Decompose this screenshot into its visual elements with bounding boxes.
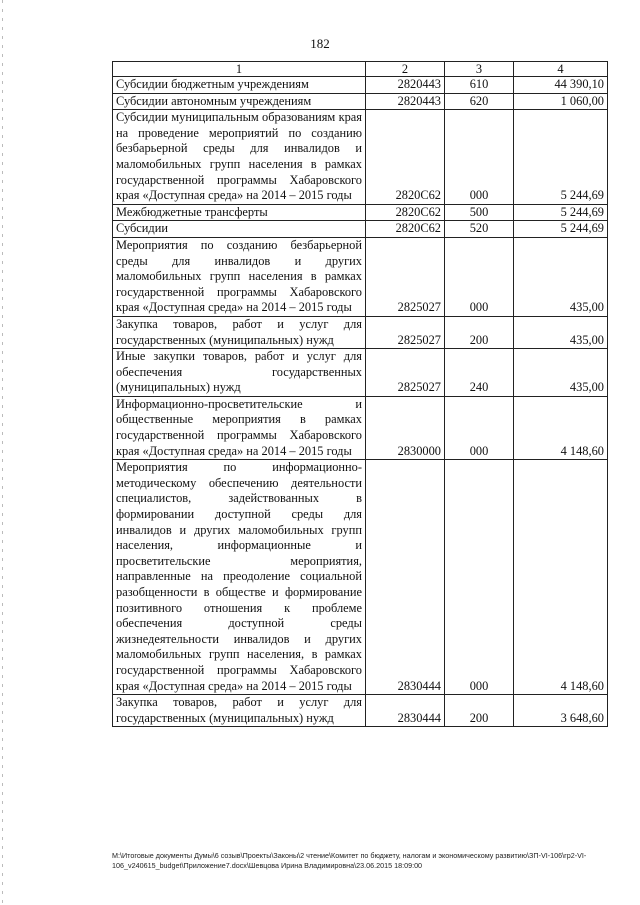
row-amount: 5 244,69	[514, 221, 608, 238]
row-type: 620	[445, 93, 514, 110]
table-row	[113, 695, 608, 727]
row-name: Субсидии муниципальным образованиям края на проведение мероприятий по созданию безбарьерной среды для инвалидов и маломобильных групп населения в рамках государственной программы Хабаровского края «Доступная среда» на 2014 – 2015 годы	[113, 110, 366, 205]
row-name: Мероприятия по информационно-методическому обеспечению деятельности специалистов, задействованных в формировании доступной среды для инвалидов и других маломобильных групп населения, информационные и просветительские мероприятия, направленные на преодоление социальной разобщенности в обществе и формирование позитивного отношения к проблеме обеспечения доступной среды жизнедеятельности инвалидов и других маломобильных групп населения, в рамках государственной программы Хабаровского края «Доступная среда» на 2014 – 2015 годы	[113, 460, 366, 695]
row-type: 000	[445, 460, 514, 695]
row-name: Иные закупки товаров, работ и услуг для обеспечения государственных (муниципальных) нужд	[113, 349, 366, 397]
row-name: Информационно-просветительские и общественные мероприятия в рамках государственной программы Хабаровского края «Доступная среда» на 2014 – 2015 годы	[113, 396, 366, 459]
footer-path-line-2: 106_v240615_budget\Приложение7.docx\Шевцова Ирина Владимировна\23.06.2015 18:09:00	[112, 861, 423, 870]
row-type: 000	[445, 396, 514, 459]
table-header-row	[113, 62, 608, 77]
table-row	[113, 110, 608, 205]
document-footer-path	[112, 851, 612, 871]
table-row	[113, 396, 608, 459]
row-name: Межбюджетные трансферты	[113, 204, 366, 221]
row-code: 2820С62	[366, 110, 445, 205]
table-row	[113, 349, 608, 397]
table-row	[113, 204, 608, 221]
row-code: 2825027	[366, 316, 445, 348]
table-row	[113, 237, 608, 316]
row-amount: 3 648,60	[514, 695, 608, 727]
row-type: 500	[445, 204, 514, 221]
row-amount: 1 060,00	[514, 93, 608, 110]
row-amount: 435,00	[514, 316, 608, 348]
row-type: 610	[445, 77, 514, 94]
row-code: 2820С62	[366, 221, 445, 238]
table-row	[113, 221, 608, 238]
row-amount: 4 148,60	[514, 460, 608, 695]
row-code: 2820443	[366, 77, 445, 94]
table-row	[113, 77, 608, 94]
row-code: 2820443	[366, 93, 445, 110]
row-type: 520	[445, 221, 514, 238]
row-amount: 5 244,69	[514, 204, 608, 221]
row-name: Субсидии бюджетным учреждениям	[113, 77, 366, 94]
row-type: 000	[445, 237, 514, 316]
row-amount: 435,00	[514, 349, 608, 397]
row-name: Субсидии автономным учреждениям	[113, 93, 366, 110]
header-amount-column: 4	[514, 62, 608, 77]
row-code: 2830444	[366, 695, 445, 727]
row-code: 2820С62	[366, 204, 445, 221]
header-name-column: 1	[113, 62, 366, 77]
row-amount: 5 244,69	[514, 110, 608, 205]
table-row	[113, 316, 608, 348]
row-amount: 4 148,60	[514, 396, 608, 459]
table-row	[113, 93, 608, 110]
row-code: 2825027	[366, 349, 445, 397]
row-code: 2830000	[366, 396, 445, 459]
row-name: Субсидии	[113, 221, 366, 238]
row-type: 000	[445, 110, 514, 205]
budget-table	[112, 61, 608, 727]
row-name: Мероприятия по созданию безбарьерной среды для инвалидов и других маломобильных групп населения в рамках государственной программы Хабаровского края «Доступная среда» на 2014 – 2015 годы	[113, 237, 366, 316]
row-name: Закупка товаров, работ и услуг для государственных (муниципальных) нужд	[113, 695, 366, 727]
row-name: Закупка товаров, работ и услуг для государственных (муниципальных) нужд	[113, 316, 366, 348]
header-code-column: 2	[366, 62, 445, 77]
row-code: 2830444	[366, 460, 445, 695]
page-number: 182	[310, 36, 330, 51]
scan-edge-mark	[2, 0, 3, 905]
header-type-column: 3	[445, 62, 514, 77]
row-amount: 44 390,10	[514, 77, 608, 94]
table-row	[113, 460, 608, 695]
row-type: 200	[445, 695, 514, 727]
row-amount: 435,00	[514, 237, 608, 316]
row-type: 200	[445, 316, 514, 348]
row-code: 2825027	[366, 237, 445, 316]
footer-path-line-1: М:\Итоговые документы Думы\6 созыв\Проекты\Законы\2 чтение\Комитет по бюджету, налогам и экономическому развитию\ЗП-VI-106\гр2-VI-	[112, 851, 587, 860]
row-type: 240	[445, 349, 514, 397]
